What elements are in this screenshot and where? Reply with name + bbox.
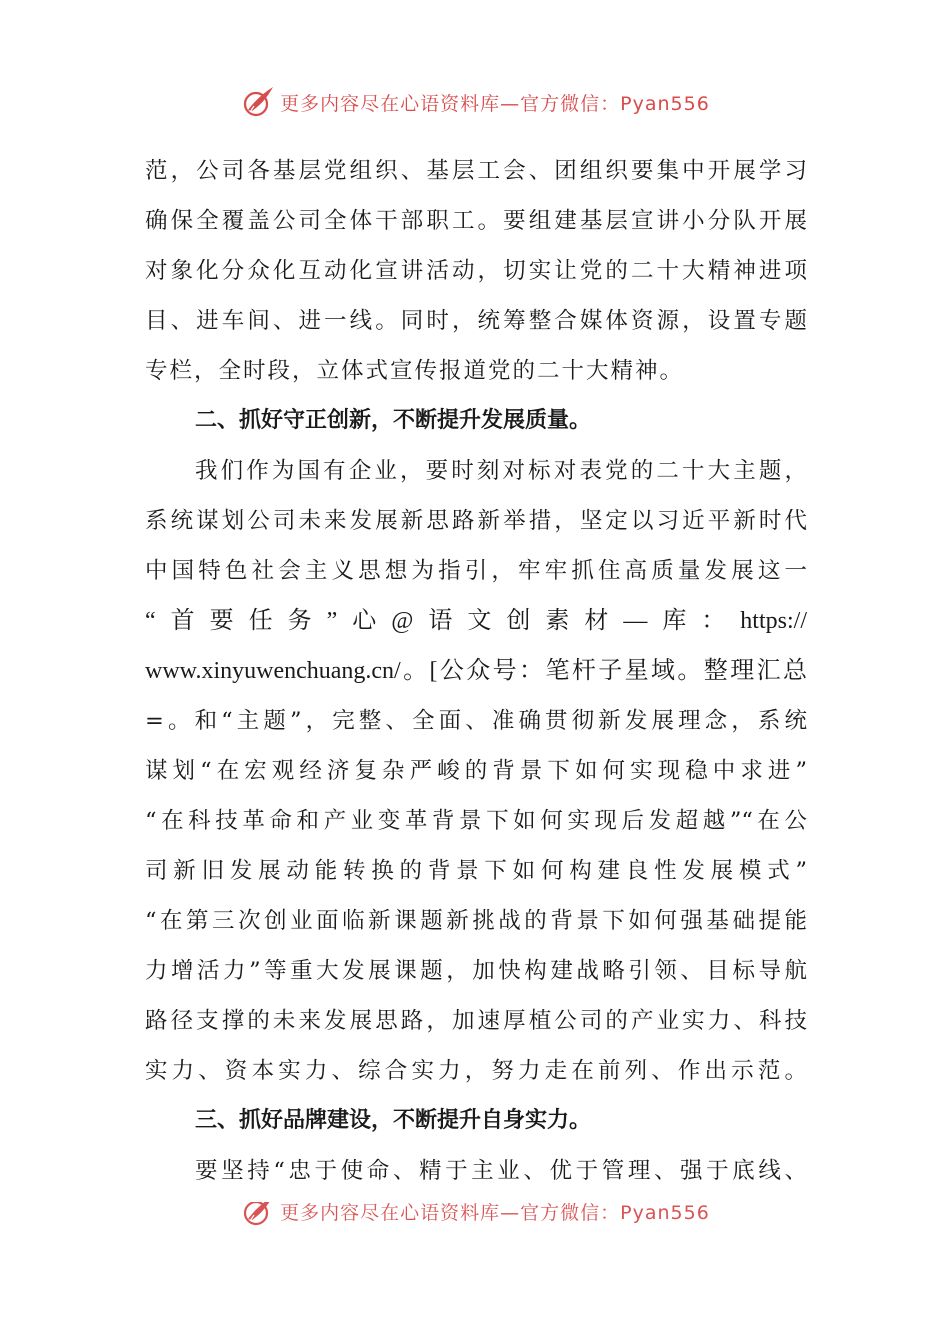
paragraph-line: “在科技革命和产业变革背景下如何实现后发超越”“在公 [145, 808, 807, 834]
document-body [145, 146, 807, 1196]
quill-logo-icon [240, 1202, 276, 1229]
paragraph-line: 范，公司各基层党组织、基层工会、团组织要集中开展学习 [145, 158, 807, 184]
header-watermark [0, 82, 950, 122]
paragraph-line: 专栏，全时段，立体式宣传报道党的二十大精神。 [145, 358, 685, 384]
paragraph-line: 路径支撑的未来发展思路，加速厚植公司的产业实力、科技 [145, 1008, 807, 1034]
paragraph-line: 对象化分众化互动化宣讲活动，切实让党的二十大精神进项 [145, 258, 807, 284]
quill-logo-icon [240, 84, 276, 120]
paragraph-line: www.xinyuwenchuang.cn/。[公众号：笔杆子星域。整理汇总 [145, 658, 807, 684]
footer-watermark [0, 1202, 950, 1232]
paragraph-line: “在第三次创业面临新课题新挑战的背景下如何强基础提能 [145, 908, 807, 934]
paragraph-line: 实力、资本实力、综合实力，努力走在前列、作出示范。 [145, 1058, 807, 1084]
paragraph-line: 要坚持“忠于使命、精于主业、优于管理、强于底线、 [195, 1158, 807, 1184]
paragraph-line: =。和“主题”，完整、全面、准确贯彻新发展理念，系统 [145, 708, 807, 734]
paragraph-line: 系统谋划公司未来发展新思路新举措，坚定以习近平新时代 [145, 508, 807, 534]
paragraph-line: 司新旧发展动能转换的背景下如何构建良性发展模式” [145, 858, 807, 884]
section-heading: 三、抓好品牌建设，不断提升自身实力。 [195, 1108, 592, 1133]
paragraph-line: 力增活力”等重大发展课题，加快构建战略引领、目标导航 [145, 958, 807, 984]
paragraph-line: 中国特色社会主义思想为指引，牢牢抓住高质量发展这一 [145, 558, 807, 584]
section-heading: 二、抓好守正创新，不断提升发展质量。 [195, 408, 592, 433]
paragraph-line: 确保全覆盖公司全体干部职工。要组建基层宣讲小分队开展 [145, 208, 807, 234]
watermark-text: 更多内容尽在心语资料库—官方微信：Pyan556 [280, 92, 710, 115]
paragraph-line: “首要任务”心@语文创素材—库：https:// [145, 608, 807, 634]
watermark-text: 更多内容尽在心语资料库—官方微信：Pyan556 [280, 1202, 710, 1224]
paragraph-line: 谋划“在宏观经济复杂严峻的背景下如何实现稳中求进” [145, 758, 807, 784]
paragraph-line: 目、进车间、进一线。同时，统筹整合媒体资源，设置专题 [145, 308, 807, 334]
paragraph-line: 我们作为国有企业，要时刻对标对表党的二十大主题， [195, 458, 807, 484]
